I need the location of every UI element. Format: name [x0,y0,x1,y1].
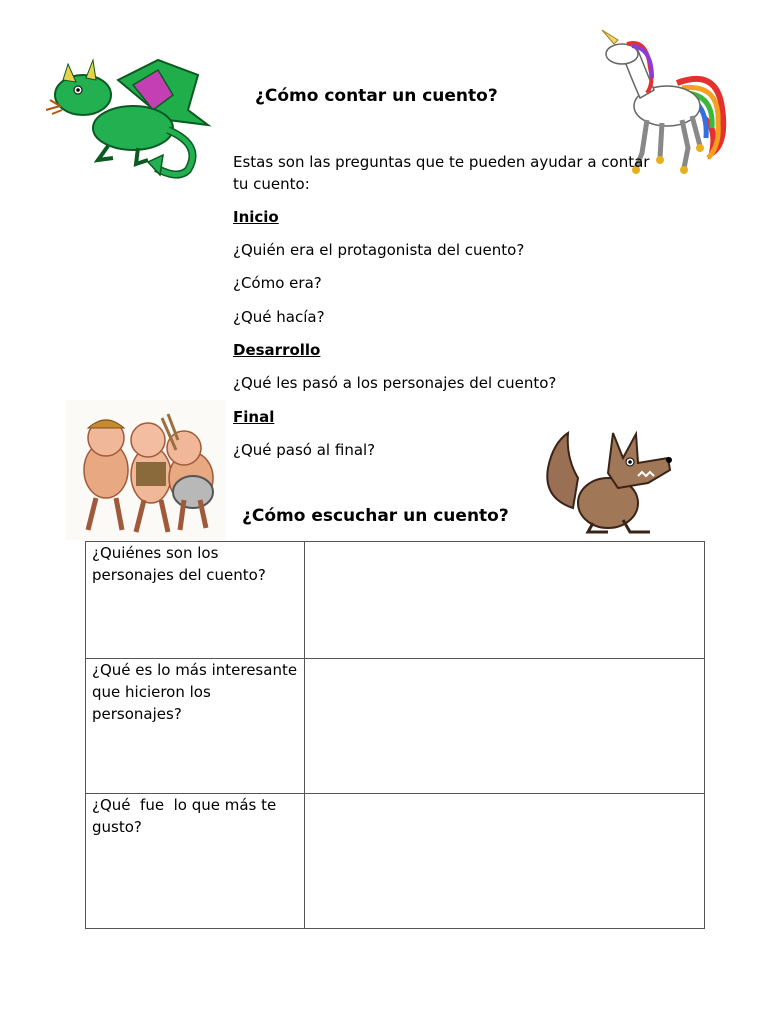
intro-text: Estas son las preguntas que te pueden ayudar a contar tu cuento: [233,153,650,193]
question-ending: ¿Qué pasó al final? [233,441,376,459]
question-how-was: ¿Cómo era? [233,274,322,292]
table-answer-cell[interactable] [305,542,705,659]
question-what-happened: ¿Qué les pasó a los personajes del cuento? [233,374,557,392]
page-title-listen: ¿Cómo escuchar un cuento? [242,506,509,526]
table-question-cell: ¿Qué fue lo que más te gusto? [86,794,305,929]
heading-desarrollo: Desarrollo [233,341,321,359]
table-question-cell: ¿Qué es lo más interesante que hicieron los personajes? [86,659,305,794]
heading-inicio: Inicio [233,208,279,226]
table-row [86,659,705,794]
table-answer-cell[interactable] [305,659,705,794]
dragon-icon [38,50,213,182]
three-pigs-icon [66,400,226,540]
listening-worksheet-table [85,541,705,929]
question-protagonist: ¿Quién era el protagonista del cuento? [233,241,525,259]
table-row [86,542,705,659]
table-question-cell: ¿Quiénes son los personajes del cuento? [86,542,305,659]
wolf-icon [538,428,678,536]
page-title-tell: ¿Cómo contar un cuento? [255,86,498,106]
table-row [86,794,705,929]
question-what-did: ¿Qué hacía? [233,308,325,326]
heading-final: Final [233,408,275,426]
table-answer-cell[interactable] [305,794,705,929]
